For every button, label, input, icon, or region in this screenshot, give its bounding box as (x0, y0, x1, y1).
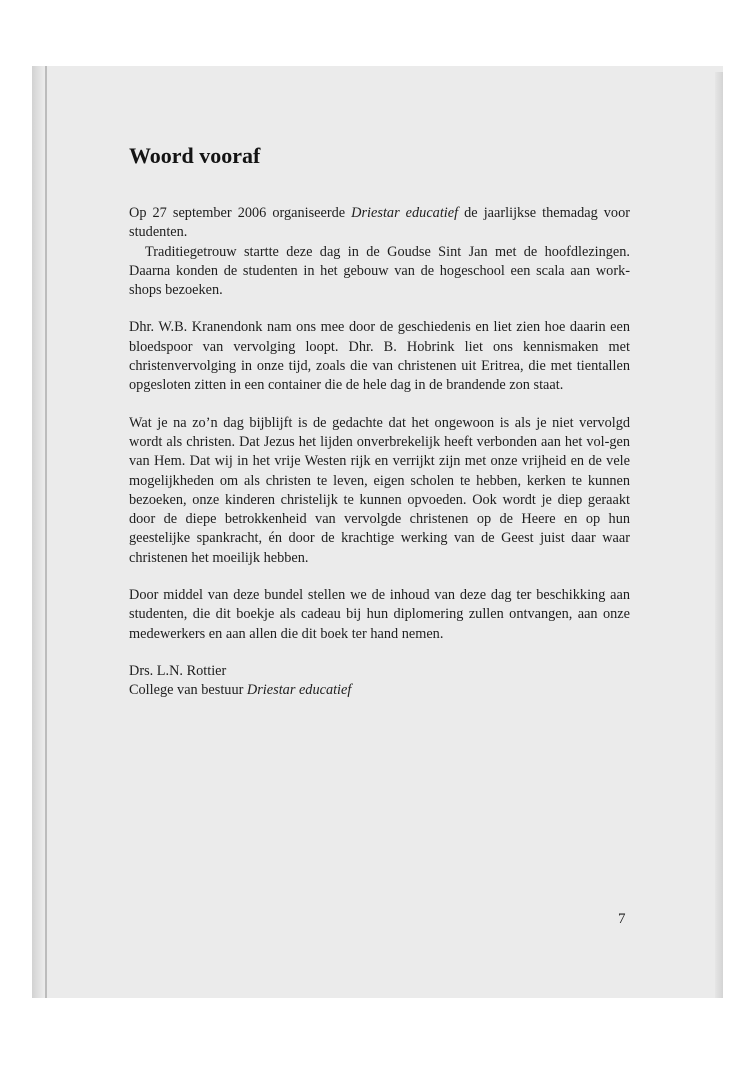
paragraph-reflection: Wat je na zo’n dag bijblijft is de gedachte dat het ongewoon is als je niet vervolgd wordt als christen. Dat Jezus het lijden onverbrekelijk heeft verbonden aan het vol-gen van Hem. Dat wij in het vrije Westen rijk en verrijkt zijn met onze vrijheid en de vele mogelijkheden om als christen te leven, eigen scholen te hebben, kerken te kunnen bezoeken, onze kinderen christelijk te kunnen opvoeden. Ook wordt je diep geraakt door de diepe betrokkenheid van vervolgde christenen op de Heere en op hun geestelijke spankracht, én door de krachtige werking van de Geest juist daar waar christenen het moeilijk hebben. (129, 414, 630, 566)
paragraph-gap (129, 568, 630, 586)
signature-name: Drs. L.N. Rottier (129, 662, 227, 679)
paragraph-speakers: Dhr. W.B. Kranendonk nam ons mee door de geschiedenis en liet zien hoe daarin een bloedspoor van vervolging loopt. Dhr. B. Hobrink liet ons kennismaken met christenvervolging in onze tijd, zoals die van christenen uit Eritrea, die met tientallen opgesloten zitten in een container die de hele dag in de brandende zon staat. (129, 319, 630, 394)
signature-block (129, 662, 630, 701)
paragraph-program: Traditiegetrouw startte deze dag in de Goudse Sint Jan met de hoofdlezingen. Daarna konden de studenten in het gebouw van de hogeschool een scala aan work-shops bezoeken. (129, 243, 630, 299)
intro-text-start: Op 27 september 2006 organiseerde (129, 205, 352, 221)
page-number: 7 (618, 911, 626, 927)
paragraph-gap (129, 396, 630, 414)
signature-role-prefix: College van bestuur (129, 682, 247, 699)
page-title: Woord vooraf (129, 143, 261, 168)
gutter-shadow (32, 66, 44, 998)
gutter-line (45, 66, 47, 998)
intro-emphasis: Driestar educatief (351, 205, 459, 221)
page-text (129, 142, 630, 701)
paragraph-gap (129, 644, 630, 662)
paragraph-bundle: Door middel van deze bundel stellen we de inhoud van deze dag ter beschikking aan studenten, die dit boekje als cadeau bij hun diplomering zullen ontvangen, aan onze medewerkers en aan allen die dit boek ter hand nemen. (129, 587, 630, 642)
intro-text-end: de jaarlijkse themadag voor studenten. (129, 205, 630, 241)
signature-role (129, 681, 630, 700)
paragraph-gap (129, 300, 630, 318)
paragraph-intro (129, 204, 630, 243)
page-edge-shadow (715, 72, 723, 998)
signature-organization: Driestar educatief (246, 682, 352, 699)
